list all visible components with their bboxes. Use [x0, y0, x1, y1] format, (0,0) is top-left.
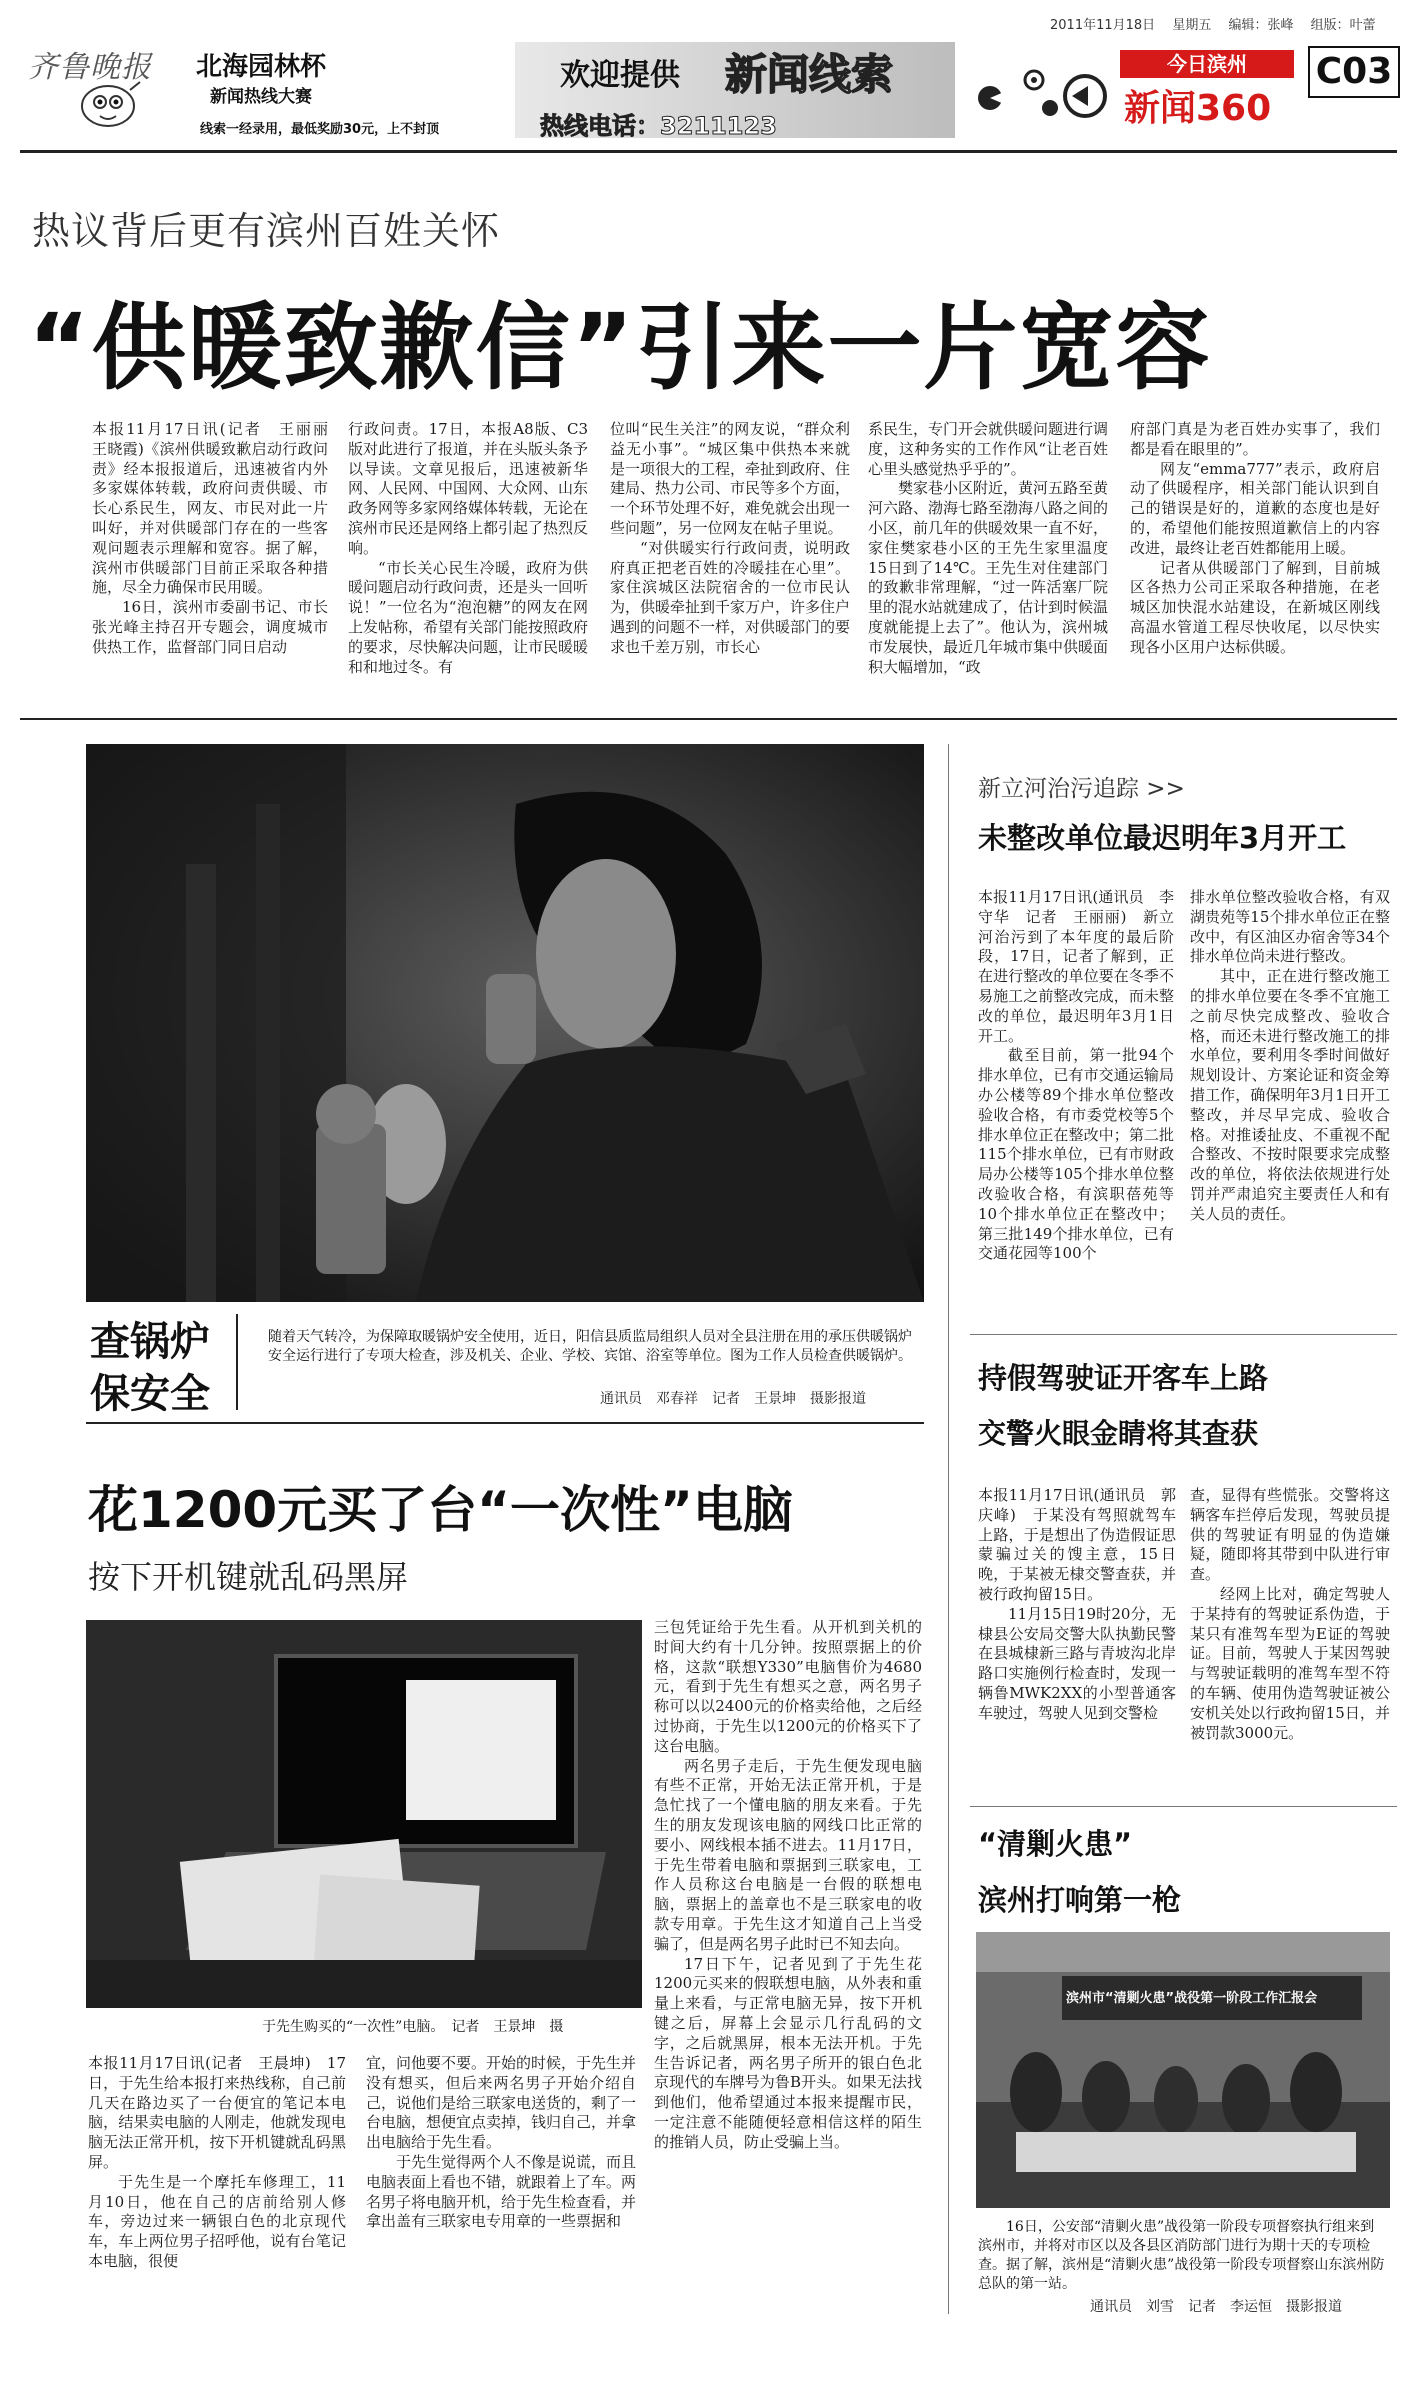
paragraph: 本报11月17日讯(通讯员 郭庆峰) 于某没有驾照就驾车上路，于是想出了伪造假证思蒙骗过关的馊主意，15日晚，于某被无棣交警查获，并被行政拘留15日。 — [978, 1486, 1176, 1603]
license-col-1 — [978, 1486, 1176, 1796]
license-rule — [970, 1806, 1397, 1807]
today-label: 今日滨州 — [1120, 50, 1294, 78]
cartoon-mascot-icon — [78, 78, 144, 128]
masthead-rule — [20, 150, 1397, 153]
photo-story-credit: 通讯员 邓春祥 记者 王景坤 摄影报道 — [600, 1391, 866, 1407]
paragraph: 三包凭证给于先生看。从开机到关机的时间大约有十几分钟。按照票据上的价格，这款“联想Y330”电脑售价为4680元，看到于先生有想买之意，两名男子称可以以2400元的价格卖给他，之后经过协商，于先生以1200元的价格买下了这台电脑。 — [654, 1618, 922, 1755]
photo-story-rule — [86, 1422, 924, 1424]
paragraph: 本报11月17日讯(通讯员 李守华 记者 王丽丽) 新立河治污到了本年度的最后阶段，17日，记者了解到，正在进行整改的单位要在冬季不易施工之前整改完成，而未整改的单位，最迟明年3月1日开工。 — [978, 888, 1174, 1045]
computer-right-col — [654, 1618, 922, 2298]
masthead-logo: 齐鲁晚报 — [28, 50, 152, 85]
river-rule — [970, 1334, 1397, 1335]
paragraph: 府部门真是为老百姓办实事了，我们都是看在眼里的”。 — [1130, 420, 1380, 458]
layout-editor-text: 组版：叶蕾 — [1310, 18, 1376, 33]
computer-subhead: 按下开机键就乱码黑屏 — [88, 1558, 409, 1596]
paragraph: 其中，正在进行整改施工的排水单位要在冬季不宜施工之前尽快完成整改、验收合格，而还未进行整改施工的排水单位，要利用冬季时间做好规划设计、方案论证和资金筹措工作，确保明年3月1日开工整改，并尽早完成、验收合格。对推诿扯皮、不重视不配合整改、不按时限要求完成整改的单位，将依法依规进行处罚并严肃追究主要责任人和有关人员的责任。 — [1190, 967, 1390, 1223]
photo-story-divider — [236, 1314, 238, 1410]
paragraph: 记者从供暖部门了解到，目前城区各热力公司正采取各种措施，在老城区加快混水站建设，在新城区刚线高温水管道工程尽快收尾，以尽快实现各小区用户达标供暖。 — [1130, 558, 1380, 656]
lead-kicker: 热议背后更有滨州百姓关怀 — [32, 209, 501, 253]
paragraph: 11月15日19时20分，无棣县公安局交警大队执勤民警在县城棣新三路与青坡沟北岸路口实施例行检查时，发现一辆鲁MWK2XX的小型普通客车驶过，驾驶人见到交警检 — [978, 1604, 1176, 1722]
paragraph: 本报11月17日讯(记者 王丽丽 王晓霞)《滨州供暖致歉启动行政问责》经本报报道后，迅速被省内外多家媒体转载，政府问责供暖、市长心系民生，网友、市民对此一片叫好，并对供暖部门存在的一些客观问题表示理解和宽容。据了解，滨州市供暖部门目前正采取各种措施，尽全力确保市民用暖。 — [92, 420, 344, 597]
phone-cartoon-icon — [960, 56, 1110, 136]
computer-col-2 — [366, 2054, 636, 2296]
fire-meeting-photo — [976, 1932, 1390, 2208]
license-subhead: 交警火眼金睛将其查获 — [978, 1417, 1259, 1450]
section-name: 新闻360 — [1124, 88, 1272, 129]
lead-col-5 — [1130, 420, 1380, 706]
news-clue-text: 新闻线索 — [725, 50, 894, 99]
contest-title: 北海园林杯 — [196, 52, 327, 82]
paragraph: 樊家巷小区附近，黄河五路至黄河六路、渤海七路至渤海八路之间的小区，前几年的供暖效果一直不好，家住樊家巷小区的王先生家里温度15日到了14℃。王先生对住建部门的致歉非常理解，“过一阵活塞厂院里的混水站就建成了，估计到时候温度就能提上去了”。他认为，滨州城市发展快，最近几年城市集中供暖面积大幅增加，“政 — [868, 479, 1109, 676]
paragraph: 截至目前，第一批94个排水单位，已有市交通运输局办公楼等89个排水单位整改验收合格，有市委党校等5个排水单位正在整改中；第二批115个排水单位，已有市财政局办公楼等105个排水单位整改验收合格，有滨职蓓苑等10个排水单位正在整改中；第三批149个排水单位，已有交通花园等100个 — [978, 1046, 1174, 1263]
paragraph: 两名男子走后，于先生便发现电脑有些不正常，开始无法正常开机，于是急忙找了一个懂电脑的朋友来看。于先生的朋友发现该电脑的网线口比正常的要小、网线根本插不进去。11月17日，于先生带着电脑和票据到三联家电，工作人员称这台电脑是一台假的联想电脑，票据上的盖章也不是三联家电的收款专用章。于先生这才知道自己上当受骗了，但是两名男子此时已不知去向。 — [654, 1756, 922, 1953]
boiler-inspection-photo — [86, 744, 924, 1302]
paragraph: 位叫“民生关注”的网友说，“群众利益无小事”。“城区集中供热本来就是一项很大的工程，牵扯到政府、住建局、热力公司、市民等多个方面，一个环节处理不好，难免就会出现一些问题”，另一位网友在帖子里说。 — [610, 420, 851, 537]
license-col-2 — [1190, 1486, 1390, 1796]
paragraph: 行政问责。17日，本报A8版、C3版对此进行了报道，并在头版头条予以导读。文章见报后，迅速被新华网、人民网、中国网、大众网、山东政务网等多家网络媒体转载，无论在滨州市民还是网络上都引起了热烈反响。 — [348, 420, 589, 557]
paragraph: “市长关心民生冷暖，政府为供暖问题启动行政问责，还是头一回听说！”一位名为“泡泡糖”的网友在网上发帖称，希望有关部门能按照政府的要求，尽快解决问题，让市民暖暖和和地过冬。有 — [348, 558, 589, 676]
hotline-number: 热线电话：3211123 — [540, 112, 777, 140]
paragraph: “对供暖实行行政问责，说明政府真正把老百姓的冷暖挂在心里”。家住滨城区法院宿舍的一位市民认为，供暖牵扯到千家万户，许多住户遇到的问题不一样，对供暖部门的要求也千差万别，市长心 — [610, 538, 851, 656]
laptop-photo-caption: 于先生购买的“一次性”电脑。 记者 王景坤 摄 — [262, 2019, 564, 2035]
welcome-text: 欢迎提供 — [560, 58, 680, 93]
issue-date — [1050, 14, 1376, 33]
paragraph: 于先生是一个摩托车修理工，11月10日，他在自己的店前给别人修车，旁边过来一辆银白色的北京现代车，车上两位男子招呼他，说有台笔记本电脑，很便 — [88, 2172, 346, 2270]
river-kicker: 新立河治污追踪 >> — [978, 776, 1185, 802]
editor-text: 编辑：张峰 — [1228, 18, 1294, 33]
paragraph: 本报11月17日讯(记者 王晨坤) 17日，于先生给本报打来热线称，自己前几天在路边买了一台便宜的笔记本电脑，结果卖电脑的人刚走，他就发现电脑无法正常开机，按下开机键就乱码黑屏。 — [88, 2054, 346, 2171]
laptop-photo — [86, 1620, 642, 2008]
fire-credit: 通讯员 刘雪 记者 李运恒 摄影报道 — [1090, 2299, 1342, 2315]
computer-headline: 花1200元买了台“一次性”电脑 — [88, 1481, 793, 1539]
river-col-2 — [1190, 888, 1390, 1368]
masthead — [0, 0, 1417, 150]
photo-story-title-2: 保安全 — [90, 1371, 210, 1417]
lead-col-4 — [868, 420, 1108, 706]
right-column-divider — [948, 744, 949, 2314]
paragraph: 查，显得有些慌张。交警将这辆客车拦停后发现，驾驶员提供的驾驶证有明显的伪造嫌疑，随即将其带到中队进行审查。 — [1190, 1486, 1390, 1584]
weekday-text: 星期五 — [1172, 18, 1212, 33]
fire-headline: 滨州打响第一枪 — [978, 1883, 1182, 1917]
computer-col-1 — [88, 2054, 346, 2296]
paragraph: 系民生，专门开会就供暖问题进行调度，这种务实的工作作风“让老百姓心里头感觉热乎乎的”。 — [868, 420, 1109, 478]
photo-story-title-1: 查锅炉 — [90, 1319, 210, 1365]
reward-line: 线索一经录用，最低奖励30元，上不封顶 — [200, 122, 440, 137]
paragraph: 16日，滨州市委副书记、市长张光峰主持召开专题会，调度城市供热工作，监督部门同日启动 — [92, 598, 328, 656]
photo-story-caption: 随着天气转冷，为保障取暖锅炉安全使用，近日，阳信县质监局组织人员对全县注册在用的承压供暖锅炉安全运行进行了专项大检查，涉及机关、企业、学校、宾馆、浴室等单位。图为工作人员检查供暖锅炉。 — [268, 1329, 912, 1364]
lead-col-2 — [348, 420, 588, 706]
date-text: 2011年11月18日 — [1050, 18, 1156, 33]
paragraph: 宜，问他要不要。开始的时候，于先生并没有想买，但后来两名男子开始介绍自己，说他们是给三联家电送货的，剩了一台电脑，想便宜点卖掉，钱归自己，并拿出电脑给于先生看。 — [366, 2054, 637, 2152]
page-number: C03 — [1308, 46, 1400, 98]
lead-headline: “供暖致歉信”引来一片宽容 — [28, 294, 1212, 403]
paragraph: 网友“emma777”表示，政府启动了供暖程序，相关部门能认识到自己的错误是好的，道歉的态度也是好的，希望他们能按照道歉信上的内容改进，最终让老百姓都能用上暖。 — [1130, 459, 1380, 557]
fire-meeting-banner: 滨州市“清剿火患”战役第一阶段工作汇报会 — [1066, 1991, 1318, 2006]
paragraph: 于先生觉得两个人不像是说谎，而且电脑表面上看也不错，就跟着上了车。两名男子将电脑开机，给于先生检查看，并拿出盖有三联家电专用章的一些票据和 — [366, 2152, 637, 2231]
river-col-1 — [978, 888, 1174, 1368]
paragraph: 经网上比对，确定驾驶人于某持有的驾驶证系伪造，于某只有准驾车型为E证的驾驶证。目前，驾驶人于某因驾驶与驾驶证载明的准驾车型不符的车辆、使用伪造驾驶证被公安机关处以行政拘留15日，并被罚款3000元。 — [1190, 1584, 1390, 1742]
paragraph: 排水单位整改验收合格，有双湖贵苑等15个排水单位正在整改中，有区油区办宿舍等34个排水单位尚未进行整改。 — [1190, 888, 1390, 966]
paragraph: 17日下午，记者见到了于先生花1200元买来的假联想电脑，从外表和重量上来看，与正常电脑无异，按下开机键之后，屏幕上会显示几行乱码的文字，之后就黑屏，根本无法开机。于先生告诉记者，两名男子所开的银白色北京现代的车牌号为鲁B开头。如果无法找到他们，他希望通过本报来提醒市民，一定注意不能随便轻意相信这样的陌生的推销人员，防止受骗上当。 — [654, 1954, 922, 2151]
river-headline: 未整改单位最迟明年3月开工 — [978, 821, 1347, 855]
lead-rule — [20, 718, 1397, 720]
contest-subtitle: 新闻热线大赛 — [210, 87, 312, 107]
license-headline: 持假驾驶证开客车上路 — [978, 1361, 1269, 1395]
lead-col-3 — [610, 420, 850, 706]
lead-col-1 — [92, 420, 344, 706]
fire-kicker: “清剿火患” — [978, 1827, 1133, 1861]
fire-caption: 16日，公安部“清剿火患”战役第一阶段专项督察执行组来到滨州市，并将对市区以及各县区消防部门进行为期十天的专项检查。据了解，滨州是“清剿火患”战役第一阶段专项督察山东滨州防总队的第一站。 — [978, 2219, 1385, 2292]
